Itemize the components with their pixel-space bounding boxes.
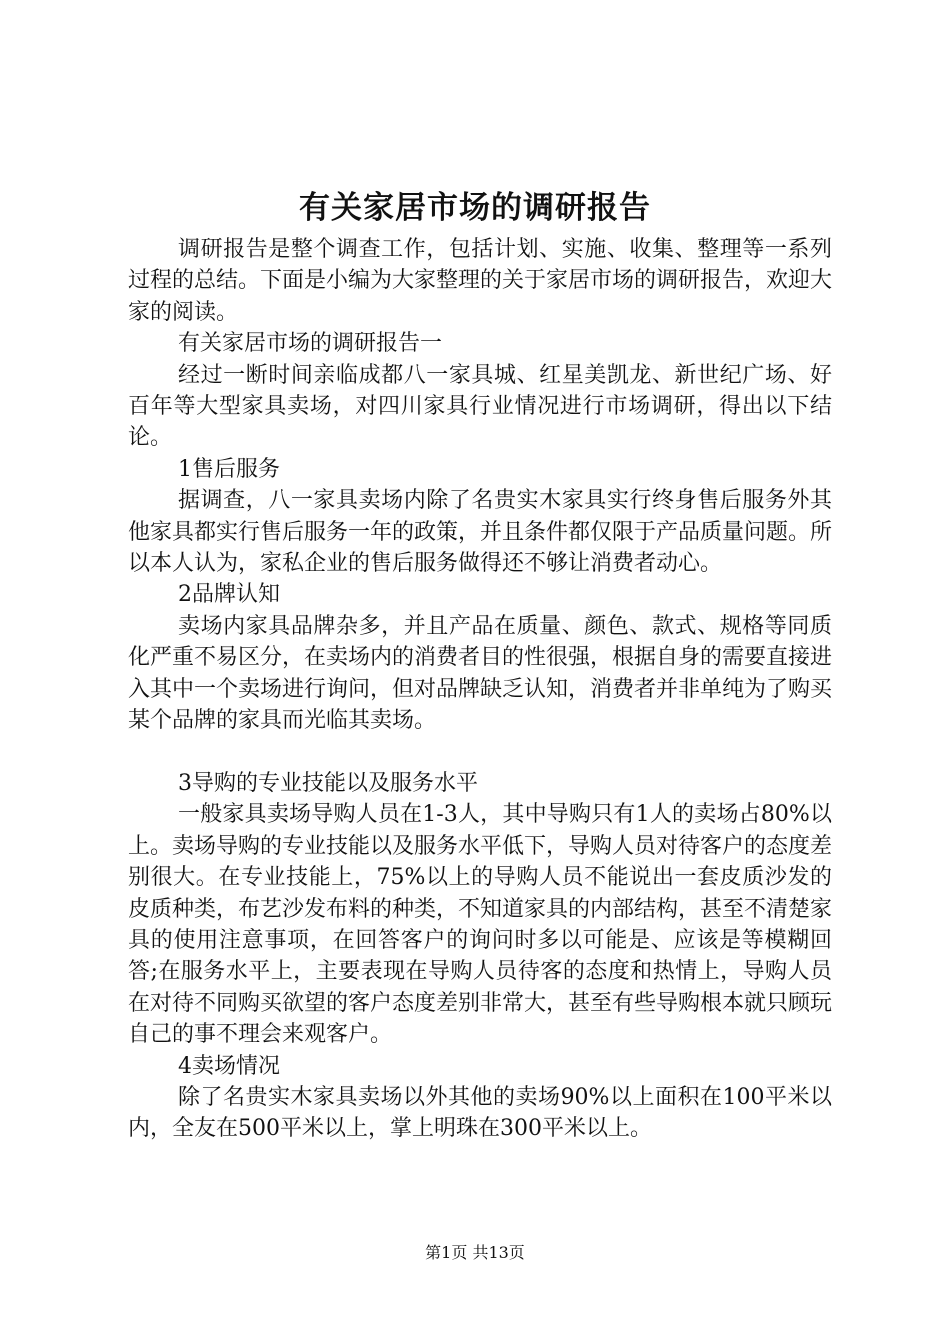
document-body [128,234,832,1145]
report-heading: 有关家居市场的调研报告一 [178,331,443,357]
section-heading-after-sales: 1售后服务 [178,456,280,482]
document-title: 有关家居市场的调研报告 [299,190,651,226]
paragraph-brand: 卖场内家具品牌杂多，并且产品在质量、颜色、款式、规格等同质化严重不易区分，在卖场内的消费者目的性很强，根据自身的需要直接进入其中一个卖场进行询问，但对品牌缺乏认知，消费者并非单纯为了购买某个品牌的家具而光临其卖场。 [128,613,833,734]
paragraph-store: 除了名贵实木家具卖场以外其他的卖场90%以上面积在100平米以内，全友在500平米以上，掌上明珠在300平米以上。 [128,1084,832,1142]
paragraph-sales-staff: 一般家具卖场导购人员在1-3人，其中导购只有1人的卖场占80%以上。卖场导购的专业技能以及服务水平低下，导购人员对待客户的态度差别很大。在专业技能上，75%以上的导购人员不能说出一套皮质沙发的皮质种类，布艺沙发布料的种类，不知道家具的内部结构，甚至不清楚家具的使用注意事项，在回答客户的询问时多以可能是、应该是等模糊回答;在服务水平上，主要表现在导购人员待客的态度和热情上，导购人员在对待不同购买欲望的客户态度差别非常大，甚至有些导购根本就只顾玩自己的事不理会来观客户。 [128,802,833,1048]
section-heading-store: 4卖场情况 [178,1053,280,1079]
paragraph-overview: 经过一断时间亲临成都八一家具城、红星美凯龙、新世纪广场、好百年等大型家具卖场，对四川家具行业情况进行市场调研，得出以下结论。 [128,362,832,451]
section-heading-brand: 2品牌认知 [178,582,280,608]
paragraph-intro: 调研报告是整个调查工作，包括计划、实施、收集、整理等一系列过程的总结。下面是小编为大家整理的关于家居市场的调研报告，欢迎大家的阅读。 [128,237,833,325]
blank-line [128,737,832,768]
page-footer: 第1页 共13页 [425,1243,525,1262]
section-heading-sales-staff: 3导购的专业技能以及服务水平 [178,770,478,796]
paragraph-after-sales: 据调查，八一家具卖场内除了名贵实木家具实行终身售后服务外其他家具都实行售后服务一年的政策，并且条件都仅限于产品质量问题。所以本人认为，家私企业的售后服务做得还不够让消费者动心。 [128,488,833,577]
